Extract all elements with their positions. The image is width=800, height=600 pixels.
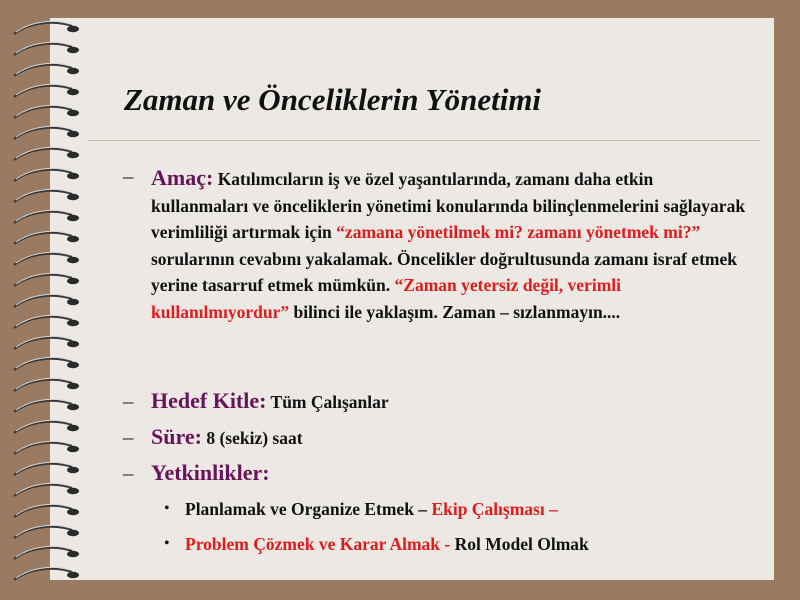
amac-text-3: bilinci ile yaklaşım. Zaman – sızlanmayın.... bbox=[293, 301, 621, 322]
yetkinlik-subitem bbox=[185, 499, 558, 520]
slide-title: Zaman ve Önceliklerin Yönetimi bbox=[124, 82, 542, 117]
dot-bullet: • bbox=[164, 500, 170, 517]
amac-highlight-1: “zamana yönetilmek mi? zamanı yönetmek mi?” bbox=[336, 222, 701, 242]
subitem-text: Planlamak ve Organize Etmek – bbox=[185, 499, 428, 519]
amac-highlight-2: “Zaman yetersiz değil, verimli kullanılmıyordur” bbox=[151, 275, 621, 322]
subitem-highlight: Problem Çözmek ve Karar Almak - bbox=[185, 534, 451, 554]
hedef-label: Hedef Kitle: bbox=[151, 388, 267, 413]
sure-label: Süre: bbox=[151, 424, 202, 449]
amac-text-1: Katılımcıların iş ve özel yaşantılarında, zamanı daha etkin kullanmaları ve önceliklerin yönetimi konularında bilinçlenmelerini sağlayarak verimliliği artırmak için bbox=[151, 169, 746, 242]
dot-bullet: • bbox=[164, 535, 170, 552]
amac-text-2: sorularının cevabını yakalamak. Öncelikler doğrultusunda zamanı israf etmek yerine tasarruf etmek mümkün. bbox=[151, 248, 737, 295]
yetkinlik-subitem bbox=[185, 534, 589, 555]
dash-bullet: – bbox=[123, 425, 134, 449]
subitem-highlight: Ekip Çalışması – bbox=[431, 499, 558, 519]
yetkinlikler-label: Yetkinlikler: bbox=[151, 460, 270, 485]
dash-bullet: – bbox=[123, 461, 134, 485]
hedef-value: Tüm Çalışanlar bbox=[270, 392, 389, 412]
yetkinlikler-item bbox=[151, 460, 270, 486]
amac-label: Amaç: bbox=[151, 165, 214, 190]
hedef-item bbox=[151, 388, 389, 414]
subitem-text: Rol Model Olmak bbox=[454, 534, 589, 554]
sure-value: 8 (sekiz) saat bbox=[206, 428, 303, 448]
amac-paragraph bbox=[151, 165, 751, 325]
dash-bullet: – bbox=[123, 389, 134, 413]
dash-bullet: – bbox=[123, 164, 134, 188]
sure-item bbox=[151, 424, 303, 450]
